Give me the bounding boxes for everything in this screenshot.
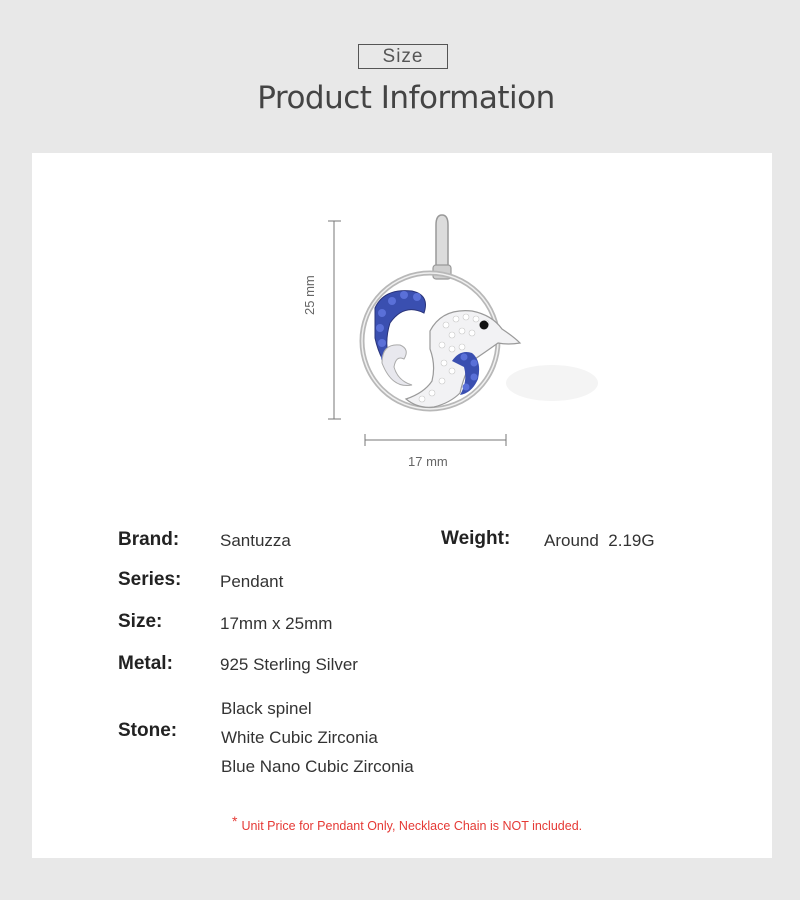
stone-value-3: Blue Nano Cubic Zirconia [221,757,414,776]
series-label: Series: [118,569,182,590]
metal-value: 925 Sterling Silver [220,655,358,674]
size-label: Size: [118,611,163,632]
dolphin-pendant-image [362,215,598,409]
note-text: Unit Price for Pendant Only, Necklace Chain is NOT included. [241,819,583,833]
height-label: 25 mm [302,275,317,315]
pendant-diagram [32,153,772,483]
brand-label: Brand: [118,529,180,550]
width-label: 17 mm [408,454,448,469]
size-tag: Size [358,44,448,69]
size-value: 17mm x 25mm [220,614,333,633]
weight-value: Around 2.19G [544,531,655,550]
stone-value-2: White Cubic Zirconia [221,728,378,747]
note-asterisk: * [232,813,238,829]
height-dimension-line [328,221,341,419]
weight-label: Weight: [441,528,511,549]
series-value: Pendant [220,572,284,591]
product-card [32,153,772,858]
price-note [232,813,583,833]
width-dimension-line [365,434,506,446]
stone-value-1: Black spinel [221,699,312,718]
brand-value: Santuzza [220,531,291,550]
page-title: Product Information [257,80,555,116]
metal-label: Metal: [118,653,173,674]
stone-label: Stone: [118,720,178,741]
